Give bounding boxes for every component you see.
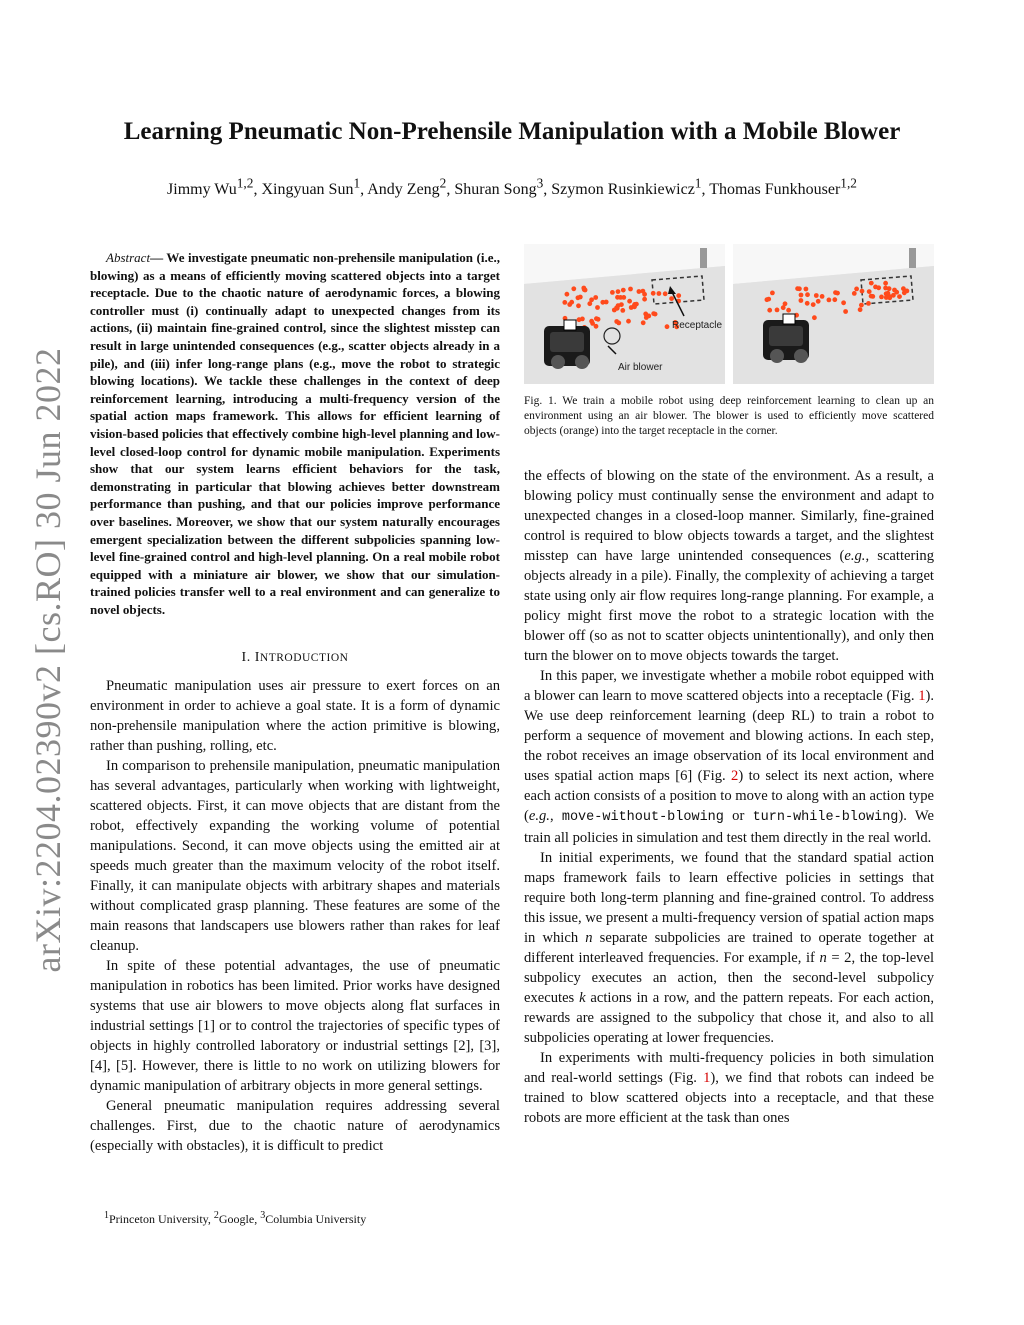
paragraph: General pneumatic manipulation requires addressing several challenges. First, due to the chaotic nature of aerodynamics (especially with obstacles), it is difficult to predict	[90, 1098, 500, 1154]
orange-ball	[805, 292, 810, 297]
figure-1	[524, 244, 934, 384]
orange-ball	[767, 308, 772, 313]
arxiv-id-text: arXiv:2204.02390v2 [cs.RO] 30 Jun 2022	[28, 347, 68, 973]
orange-ball	[770, 291, 775, 296]
orange-ball	[626, 319, 631, 324]
orange-ball	[841, 300, 846, 305]
fig-ref-link[interactable]: 1	[703, 1070, 711, 1086]
orange-ball	[883, 281, 888, 286]
orange-ball	[616, 289, 621, 294]
orange-ball	[651, 291, 656, 296]
orange-ball	[565, 292, 570, 297]
orange-ball	[827, 298, 832, 303]
orange-ball	[820, 294, 825, 299]
orange-ball	[600, 300, 605, 305]
orange-ball	[627, 299, 632, 304]
orange-ball	[869, 281, 874, 286]
orange-ball	[805, 301, 810, 306]
orange-ball	[618, 295, 623, 300]
orange-ball	[632, 304, 637, 309]
fig-ref-link[interactable]: 2	[731, 768, 739, 784]
paragraph: the effects of blowing on the state of the environment. As a result, a blowing policy must continually sense the environment and adapt to unexpected changes in a closed-loop manner. Similarly, fine-grained control is required to blow objects towards a target, and the slightest misstep can have large unintended consequences (e.g., scattering objects already in a pile). Finally, the complexity of achieving a target state using only air flow requires long-range planning. For example, a policy might first move the robot to a strategic location with the blower off (so as not to scatter objects unintentionally), and only then turn the blower on to move objects towards the target.	[524, 468, 935, 664]
orange-ball	[576, 303, 581, 308]
orange-ball	[589, 297, 594, 302]
orange-ball	[835, 291, 840, 296]
orange-ball	[832, 297, 837, 302]
orange-ball	[814, 293, 819, 298]
orange-ball	[843, 309, 848, 314]
orange-ball	[887, 286, 892, 291]
orange-ball	[651, 311, 656, 316]
figure-1-caption: Fig. 1. We train a mobile robot using deep reinforcement learning to clean up an environment using an air blower. The blower is used to efficiently move scattered objects (orange) into the target receptacle in the corner.	[524, 395, 934, 437]
code-action-type: move-without-blowing	[561, 810, 724, 825]
orange-ball	[775, 308, 780, 313]
orange-ball	[637, 289, 642, 294]
orange-ball	[578, 295, 583, 300]
paper-title: Learning Pneumatic Non-Prehensile Manipulation with a Mobile Blower	[123, 118, 901, 145]
figure-panel-after	[733, 244, 934, 384]
orange-ball	[804, 287, 809, 292]
orange-ball	[886, 291, 891, 296]
orange-ball	[581, 286, 586, 291]
orange-ball	[859, 303, 864, 308]
paragraph: Pneumatic manipulation uses air pressure to exert forces on an environment in order to achieve a goal state. It is a form of dynamic non-prehensile manipulation where the action primitive is blowing, rather than pushing, rolling, etc.	[90, 678, 500, 754]
paragraph: In experiments with multi-frequency policies in both simulation and real-world settings (Fig. 1), we find that robots can indeed be trained to blow scattered objects into a receptacle, and that these robots are more efficient at the task than ones	[524, 1050, 934, 1126]
orange-ball	[860, 289, 865, 294]
orange-ball	[619, 302, 624, 307]
orange-ball	[873, 285, 878, 290]
paragraph: In comparison to prehensile manipulation, pneumatic manipulation has several advantages, particularly when working with lightweight, scattered objects. First, it can move objects that are distant from the robot, effectively expanding the working volume of potential manipulations. Second, it can move objects using the emitted air at speeds much greater than the maximum velocity of the robot itself. Finally, it can manipulate objects with arbitrary shapes and materials without complicated grasp planning. These features are some of the main reasons that landscapers use blowers rather than rakes for leaf cleanup.	[90, 758, 500, 954]
author: Xingyuan Sun$^1$,	[261, 176, 368, 199]
orange-ball	[852, 291, 857, 296]
author-list	[0, 176, 1024, 199]
orange-ball	[781, 305, 786, 310]
orange-ball	[620, 308, 625, 313]
orange-ball	[616, 321, 621, 326]
orange-ball	[765, 297, 770, 302]
affiliation-footnote: $^1$Princeton University, $^2$Google, $^3$Columbia University	[104, 1210, 367, 1226]
orange-ball	[628, 287, 633, 292]
orange-ball	[867, 289, 872, 294]
orange-ball	[854, 287, 859, 292]
orange-ball	[646, 314, 651, 319]
orange-ball	[642, 297, 647, 302]
figure-panel-before	[524, 244, 725, 384]
orange-ball	[594, 316, 599, 321]
intro-right-column	[524, 466, 934, 1128]
author: Shuran Song$^3$,	[454, 176, 552, 199]
orange-ball	[891, 293, 896, 298]
arxiv-identifier	[18, 347, 78, 973]
author: Andy Zeng$^2$,	[367, 176, 455, 199]
orange-ball	[621, 288, 626, 293]
orange-ball	[897, 294, 902, 299]
orange-ball	[610, 290, 615, 295]
orange-ball	[892, 288, 897, 293]
orange-ball	[879, 295, 884, 300]
author: Szymon Rusinkiewicz$^1$,	[551, 176, 710, 199]
orange-ball	[858, 307, 863, 312]
orange-ball	[669, 296, 674, 301]
section-heading-introduction: I. INTRODUCTION	[241, 650, 349, 665]
orange-ball	[812, 315, 817, 320]
paragraph: In this paper, we investigate whether a mobile robot equipped with a blower can learn to move scattered objects into a receptacle (Fig. 1). We use deep reinforcement learning (deep RL) to train a robot to perform a sequence of movement and blowing actions. In each step, the robot receives an image observation of its local environment and uses spatial action maps [6] (Fig. 2) to select its next action, where each action consists of a position to move to along with an action type (e.g., move-without-blowing or turn-while-blowing). We train all policies in simulation and test them directly in the real world.	[524, 668, 934, 846]
intro-left-column	[90, 676, 500, 1156]
orange-ball	[562, 300, 567, 305]
orange-ball	[870, 294, 875, 299]
orange-ball	[816, 299, 821, 304]
abstract: Abstract— We investigate pneumatic non-prehensile manipulation (i.e., blowing) as a means of efficiently moving scattered objects into a target receptacle. Due to the chaotic nature of aerodynamic forces, a blowing controller must (i) continually adapt to unexpected changes from its actions, (ii) maintain fine-grained control, since the slightest misstep can result in large unintended consequences (e.g., scatter objects already in a pile), and (iii) infer long-range plans (e.g., move the robot to strategic blowing locations). We tackle these challenges in the context of deep reinforcement learning, introducing a multi-frequency version of the spatial action maps framework. This allows for efficient learning of vision-based policies that effectively combine high-level planning and low-level closed-loop control for dynamic mobile manipulation. Experiments show that our system learns efficient behaviors for the task, demonstrating in particular that blowing achieves better downstream performance than pushing, and that our policies improve performance over baselines. Moreover, we show that our system naturally encourages emergent specialization between the different subpolicies spanning low-level fine-grained control and high-level planning. On a real mobile robot equipped with a miniature air blower, we show that our simulation-trained policies transfer well to a real environment and can generalize to novel objects.	[90, 250, 501, 617]
orange-ball	[571, 286, 576, 291]
orange-ball	[811, 302, 816, 307]
abstract-text: We investigate pneumatic non-prehensile manipulation (i.e., blowing) as a means of efficiently moving scattered objects into a target receptacle. Due to the chaotic nature of aerodynamic forces, a blowing controller must (i) continually adapt to unexpected changes from its actions, (ii) maintain fine-grained control, since the slightest misstep can result in large unintended consequences (e.g., scatter objects already in a pile), and (iii) infer long-range plans (e.g., move the robot to strategic blowing locations). We tackle these challenges in the context of deep reinforcement learning, introducing a multi-frequency version of the spatial action maps framework. This allows for efficient learning of vision-based policies that effectively combine high-level planning and low-level closed-loop control for dynamic mobile manipulation. Experiments show that our system learns efficient behaviors for the task, demonstrating in particular that blowing achieves better downstream performance than pushing, and that our policies improve performance over baselines. Moreover, we show that our system naturally encourages emergent specialization between the different subpolicies spanning low-level fine-grained control and high-level planning. On a real mobile robot equipped with a miniature air blower, we show that our simulation-trained policies transfer well to a real environment and can generalize to novel objects.	[90, 250, 501, 617]
paragraph: In initial experiments, we found that the standard spatial action maps framework fails to learn effective policies in settings that require both long-term planning and fine-grained control. To address this issue, we present a multi-frequency version of spatial action maps in which n separate subpolicies are trained to operate together at different interleaved frequencies. For example, if n = 2, the top-level subpolicy executes an action, then the second-level subpolicy executes k actions in a row, and the pattern repeats. For each action, rewards are assigned to the subpolicy that chose it, and also to all subpolicies operating at lower frequencies.	[524, 850, 934, 1046]
orange-ball	[595, 305, 600, 310]
author: Jimmy Wu$^{1,2}$,	[167, 176, 262, 199]
orange-ball	[665, 324, 670, 329]
fig-ref-link[interactable]: 1	[918, 688, 926, 704]
orange-ball	[799, 293, 804, 298]
author: Thomas Funkhouser$^{1,2}$	[709, 176, 857, 199]
orange-ball	[797, 286, 802, 291]
orange-ball	[641, 320, 646, 325]
orange-ball	[577, 317, 582, 322]
abstract-label: Abstract	[106, 250, 151, 265]
robot-icon	[544, 320, 590, 369]
robot-icon	[763, 314, 809, 363]
paragraph: In spite of these potential advantages, the use of pneumatic manipulation in robotics has been limited. Prior works have designed systems that use air blowers to move objects along flat surfaces in industrial settings [1] or to control the trajectories of specific types of objects in highly controlled laboratory or industrial settings [2], [3], [4], [5]. However, there is little to no work on utilizing blowers for dynamic manipulation of arbitrary objects in more general settings.	[90, 958, 500, 1094]
orange-ball	[569, 300, 574, 305]
orange-ball	[905, 289, 910, 294]
orange-ball	[663, 291, 668, 296]
orange-ball	[786, 308, 791, 313]
orange-ball	[589, 319, 594, 324]
code-action-type: turn-while-blowing	[752, 810, 899, 825]
orange-ball	[657, 291, 662, 296]
orange-ball	[866, 301, 871, 306]
orange-ball	[799, 298, 804, 303]
orange-ball	[676, 293, 681, 298]
orange-ball	[593, 295, 598, 300]
air-blower-label: Air blower	[618, 362, 663, 373]
receptacle-label: Receptacle	[672, 320, 723, 331]
orange-ball	[594, 324, 599, 329]
orange-ball	[642, 292, 647, 297]
